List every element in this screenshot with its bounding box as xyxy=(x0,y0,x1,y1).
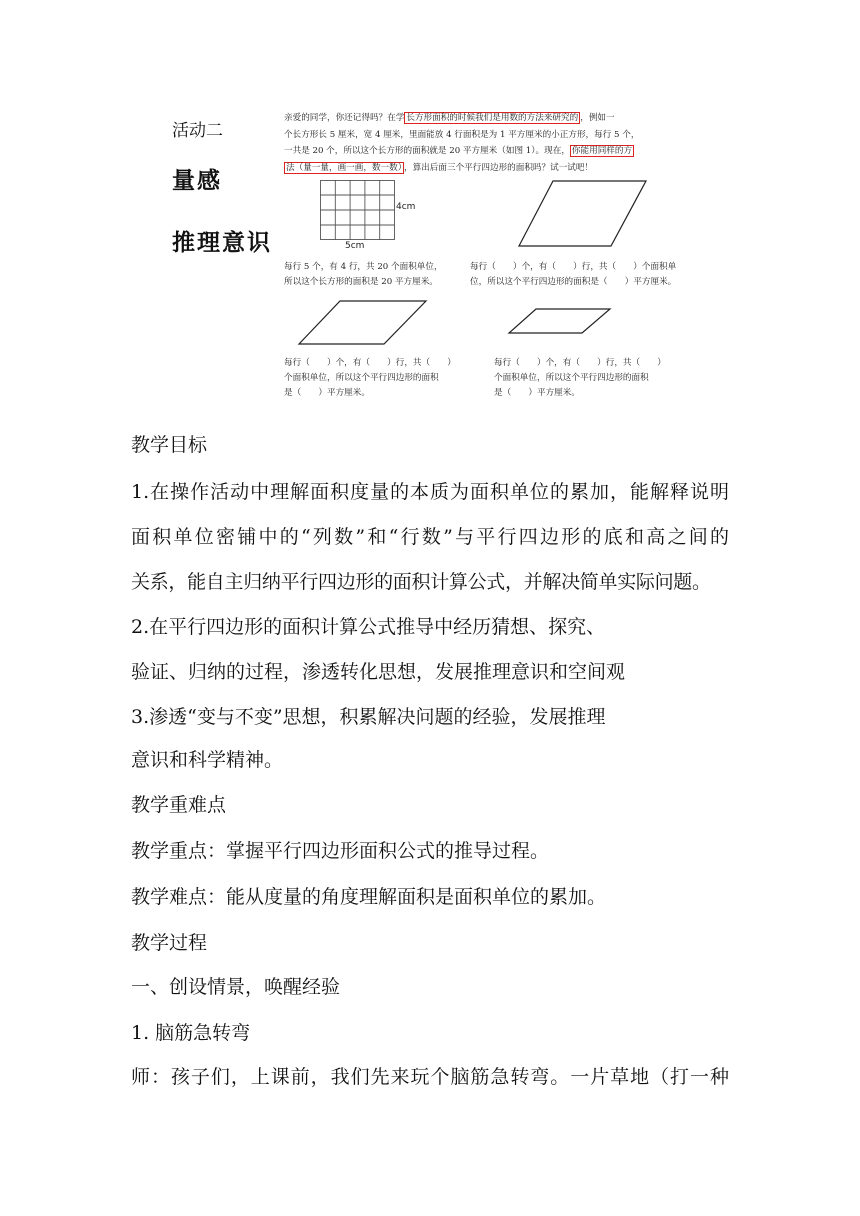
activity-figure xyxy=(160,100,680,410)
rectangle-caption: 每行 5 个，有 4 行，共 20 个面积单位， 所以这个长方形的面积是 20 平方厘米。 xyxy=(284,262,443,287)
intro-line: 法（量一量，画一画，数一数） ，算出后面三个平行四边形的面积吗？试一试吧！ xyxy=(286,162,594,173)
goal-3-line-1: 3.渗透“变与不变”思想，积累解决问题的经验，发展推理 xyxy=(131,706,606,728)
grid-width-label: 5cm xyxy=(345,241,365,251)
activity-intro xyxy=(284,110,674,176)
reasoning-label: 推理意识 xyxy=(172,230,272,256)
parallelogram-3-caption: 每行（ ）个，有（ ）行，共（ ） 个面积单位，所以这个平行四边形的面积 是（ ）平方厘米。 xyxy=(494,358,666,398)
heading-teaching-process: 教学过程 xyxy=(131,932,208,954)
teacher-line: 师：孩子们，上课前，我们先来玩个脑筋急转弯。一片草地（打一种 xyxy=(131,1066,729,1088)
goal-3-line-2: 意识和科学精神。 xyxy=(131,749,284,771)
intro-line: 个长方形长 5 厘米，宽 4 厘米，里面能放 4 行面积是为 1 平方厘米的小正方形，每行 5 个， xyxy=(284,129,640,140)
key-point: 教学重点：掌握平行四边形面积公式的推导过程。 xyxy=(131,840,550,862)
highlight-box: 法（量一量，画一画，数一数） xyxy=(286,162,403,173)
heading-teaching-goals: 教学目标 xyxy=(131,434,208,456)
parallelogram-1 xyxy=(518,180,648,248)
goal-1-line-2: 面积单位密铺中的“列数”和“行数”与平行四边形的底和高之间的 xyxy=(131,526,729,548)
subsection-1-heading: 1. 脑筋急转弯 xyxy=(131,1022,251,1044)
highlight-box: 长方形面积的时候我们是用数的方法来研究的 xyxy=(406,113,579,123)
activity-label: 活动二 xyxy=(172,121,223,141)
quantity-sense-label: 量感 xyxy=(172,168,222,194)
rectangle-grid xyxy=(320,180,395,240)
heading-key-points: 教学重难点 xyxy=(131,794,227,816)
parallelogram-2 xyxy=(298,300,428,346)
grid-height-label: 4cm xyxy=(396,202,416,212)
intro-line: 一共是 20 个，所以这个长方形的面积就是 20 平方厘米（如图 1）。现在， 你能用同样的方 xyxy=(284,146,633,156)
goal-2-line-2: 验证、归纳的过程，渗透转化思想，发展推理意识和空间观 xyxy=(131,661,626,683)
difficult-point: 教学难点：能从度量的角度理解面积是面积单位的累加。 xyxy=(131,886,607,908)
goal-1-line-1: 1.在操作活动中理解面积度量的本质为面积单位的累加，能解释说明 xyxy=(131,481,729,503)
goal-1-line-3: 关系，能自主归纳平行四边形的面积计算公式，并解决简单实际问题。 xyxy=(131,571,711,593)
parallelogram-1-caption: 每行（ ）个，有（ ）行，共（ ）个面积单 位，所以这个平行四边形的面积是（ ）平方厘米。 xyxy=(470,262,677,287)
section-1-heading: 一、创设情景，唤醒经验 xyxy=(131,976,341,998)
parallelogram-2-caption: 每行（ ）个，有（ ）行，共（ ） 个面积单位，所以这个平行四边形的面积 是（ ）平方厘米。 xyxy=(284,358,456,398)
goal-2-line-1: 2.在平行四边形的面积计算公式推导中经历猜想、探究、 xyxy=(131,616,606,638)
parallelogram-3 xyxy=(508,308,612,335)
highlight-box: 你能用同样的方 xyxy=(571,146,633,156)
intro-line: 亲爱的同学，你还记得吗？在学 长方形面积的时候我们是用数的方法来研究的 ，例如一 xyxy=(284,113,615,123)
